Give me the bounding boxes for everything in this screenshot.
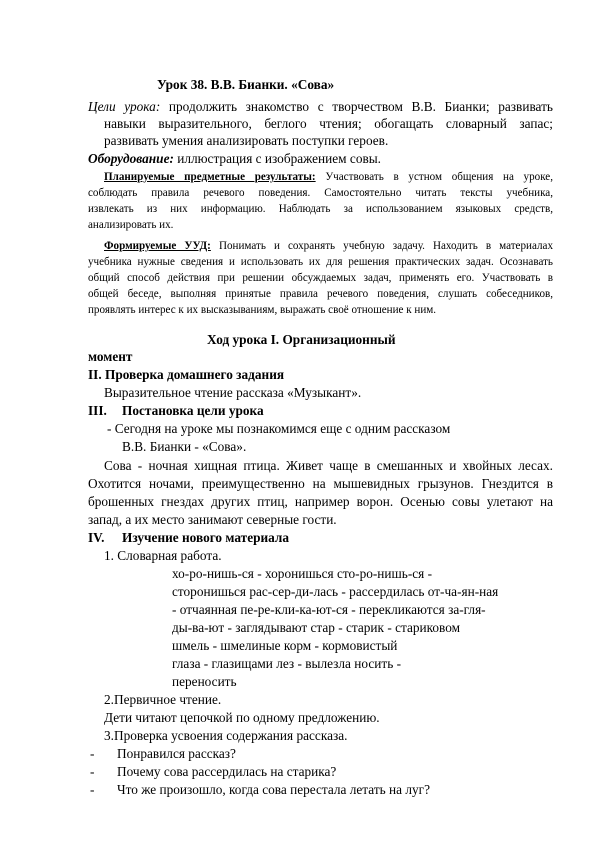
results-line-4: анализировать их. <box>88 219 174 231</box>
section-4-heading: Изучение нового материала <box>122 530 290 545</box>
vocab-work-label: 1. Словарная работа. <box>104 548 222 563</box>
vocab-line: - отчаянная пе-ре-кли-ка-ют-ся - перекликаются за-гля- <box>172 602 486 617</box>
vocab-line: сторонишься рас-сер-ди-лась - рассердилась от-ча-ян-ная <box>172 584 499 599</box>
section-2-text: Выразительное чтение рассказа «Музыкант». <box>104 385 362 400</box>
section-3-bullet-2: В.В. Бианки - «Сова». <box>122 439 247 454</box>
comprehension-check-label: 3.Проверка усвоения содержания рассказа. <box>104 728 348 743</box>
section-3-number: III. <box>88 403 107 418</box>
owl-paragraph-line-2: Охотится ночами, преимущественно на мышевидных грызунов. Гнездится в <box>88 476 553 491</box>
results-line-2: соблюдать правила речевого поведения. Самостоятельно читать тексты учебника, <box>88 187 553 199</box>
section-2-heading: II. Проверка домашнего задания <box>88 367 285 382</box>
goals-line-2: навыки выразительного, беглого чтения; обогащать словарный запас; <box>104 116 553 131</box>
uud-line-3: общий способ действия при решении обсуждаемых задач, применять его. Участвовать в <box>88 272 553 284</box>
section-3-heading: Постановка цели урока <box>122 403 264 418</box>
question-dash: - <box>90 746 95 761</box>
question-item: Понравился рассказ? <box>117 746 236 761</box>
goals-text-1: продолжить знакомство с творчеством В.В. Бианки; развивать <box>168 99 553 114</box>
course-heading: Ход урока I. Организационный <box>207 332 396 347</box>
results-line-1 <box>104 170 553 185</box>
course-heading-cont: момент <box>88 349 133 364</box>
vocab-line: шмель - шмелиные корм - кормовистый <box>172 638 398 653</box>
results-text-1: Участвовать в устном общения на уроке, <box>325 171 554 183</box>
section-3-bullet-1: - Сегодня на уроке мы познакомимся еще с одним рассказом <box>107 421 451 436</box>
uud-line-5: проявлять интерес к их высказываниям, выражать своё отношение к ним. <box>88 304 437 316</box>
question-item: Что же произошло, когда сова перестала летать на луг? <box>117 782 431 797</box>
uud-text-1: Понимать и сохранять учебную задачу. Находить в материалах <box>218 240 553 252</box>
equipment-line <box>88 150 381 167</box>
vocab-line: переносить <box>172 674 237 689</box>
goals-line-3: развивать умения анализировать поступки героев. <box>104 133 389 148</box>
goals-line-1 <box>88 98 553 115</box>
uud-line-4: общей беседе, выполняя принятые правила речевого поведения, слушать собеседников, <box>88 288 553 300</box>
results-line-3: извлекать из них информацию. Наблюдать за использованием языковых средств, <box>88 203 553 215</box>
equipment-label: Оборудование: <box>88 151 174 166</box>
vocab-line: ды-ва-ют - заглядывают стар - старик - стариковом <box>172 620 461 635</box>
question-dash: - <box>90 782 95 797</box>
uud-line-2: учебника нужные сведения и использовать их для решения практических задач. Осознавать <box>88 256 553 268</box>
vocab-line: хо-ро-нишь-ся - хоронишься сто-ро-нишь-ся - <box>172 566 433 581</box>
owl-paragraph-line-4: запад, а их место занимают северные гости. <box>88 512 337 527</box>
first-reading-label: 2.Первичное чтение. <box>104 692 222 707</box>
results-label: Планируемые предметные результаты: <box>104 171 316 183</box>
equipment-text: иллюстрация с изображением совы. <box>177 151 382 166</box>
uud-label: Формируемые УУД: <box>104 240 211 252</box>
uud-line-1 <box>104 239 553 254</box>
owl-paragraph-line-1: Сова - ночная хищная птица. Живет чаще в смешанных и хвойных лесах. <box>104 458 553 473</box>
owl-paragraph-line-3: брошенных гнездах других птиц, например ворон. Осенью совы улетают на <box>88 494 553 509</box>
question-dash: - <box>90 764 95 779</box>
section-4-number: IV. <box>88 530 105 545</box>
lesson-title: Урок 38. В.В. Бианки. «Сова» <box>157 77 335 92</box>
question-item: Почему сова рассердилась на старика? <box>117 764 337 779</box>
vocab-line: глаза - глазищами лез - вылезла носить - <box>172 656 402 671</box>
goals-label: Цели урока: <box>88 99 161 114</box>
first-reading-text: Дети читают цепочкой по одному предложению. <box>104 710 380 725</box>
